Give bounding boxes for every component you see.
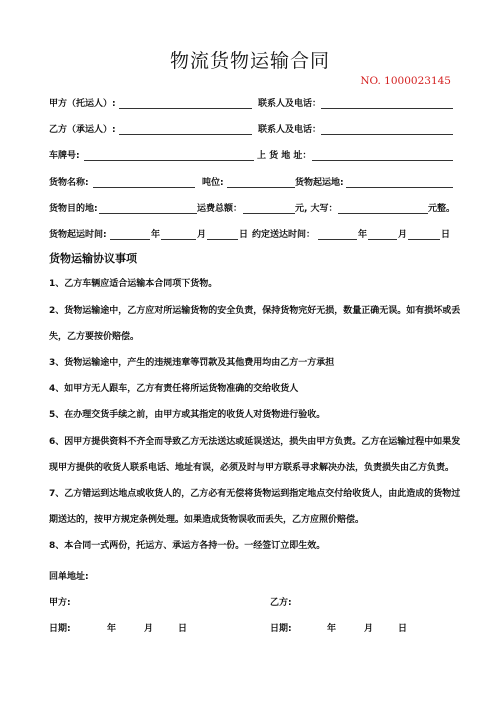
cargo-name-label: 货物名称: [49, 178, 89, 188]
plate-input-line[interactable] [84, 160, 254, 161]
contact-phone-label: 联系人及电话： [258, 99, 322, 109]
depart-day-input-line[interactable] [207, 239, 238, 240]
party-b-sign-label: 乙方: [270, 598, 292, 608]
party-b-row [49, 122, 453, 138]
tonnage-input-line[interactable] [227, 187, 295, 188]
party-b-date-label: 日期: [270, 624, 292, 634]
party-a-input-line[interactable] [119, 108, 252, 109]
time-row [49, 227, 453, 243]
destination-input-line[interactable] [99, 213, 197, 214]
clause-line: 7、乙方错运到达地点或收货人的，乙方必有无偿将货物运到指定地点交付给收货人，由此造成的货物过 [49, 489, 461, 499]
clause-line: 4、如甲方无人跟车，乙方有责任将所运货物准确的交给收货人 [49, 384, 299, 394]
depart-year-input-line[interactable] [110, 239, 150, 240]
party-b-date-year: 年 [327, 624, 337, 634]
section-title: 货物运输协议事项 [49, 252, 137, 265]
arrive-year-label: 年 [358, 230, 368, 240]
party-b-date-day: 日 [398, 624, 408, 634]
party-a-label: 甲方（托运人）: [49, 99, 116, 109]
tonnage-label: 吨位: [202, 178, 224, 188]
yuan-caps-label: 元, 大写： [295, 204, 338, 214]
arrive-month-label: 月 [398, 230, 408, 240]
depart-month-input-line[interactable] [161, 239, 196, 240]
cargo-row [49, 175, 453, 191]
party-a-row [49, 96, 453, 112]
address-input-line[interactable] [312, 160, 453, 161]
origin-input-line[interactable] [346, 187, 453, 188]
origin-label: 货物起运地: [295, 178, 344, 188]
arrive-day-label: 日 [441, 230, 451, 240]
contact-phone-label-2: 联系人及电话： [258, 125, 322, 135]
party-a-date-day: 日 [178, 624, 188, 634]
depart-day-label: 日 [239, 230, 249, 240]
total-fee-input-line[interactable] [243, 213, 295, 214]
party-a-contact-input-line[interactable] [321, 108, 453, 109]
party-a-date-year: 年 [107, 624, 117, 634]
clause-line: 2、货物运输途中，乙方应对所运输货物的安全负责，保持货物完好无损，数量正确无误。如有损坏或丢 [49, 306, 461, 316]
plate-label: 车牌号: [49, 151, 80, 161]
party-a-sign-label: 甲方: [49, 598, 71, 608]
clause-line: 1、乙方车辆应适合运输本合同项下货物。 [49, 279, 218, 289]
arrive-month-input-line[interactable] [368, 239, 397, 240]
document-number: NO. 1000023145 [360, 75, 451, 87]
depart-month-label: 月 [197, 230, 207, 240]
party-a-date-label: 日期: [49, 624, 71, 634]
arrive-year-input-line[interactable] [318, 239, 357, 240]
plate-row [49, 148, 453, 164]
clause-line: 失，乙方要按价赔偿。 [49, 332, 140, 342]
clause-line: 3、货物运输途中，产生的违规违章等罚款及其他费用均由乙方一方承担 [49, 358, 335, 368]
depart-time-label: 货物起运时间: [49, 230, 107, 240]
clause-line: 8、本合同一式两份，托运方、承运方各持一份。一经签订立即生效。 [49, 541, 326, 551]
cargo-name-input-line[interactable] [93, 187, 195, 188]
clause-line: 现甲方提供的收货人联系电话、地址有误，必须及时与甲方联系寻求解决办法，负责损失由乙方负责。 [49, 463, 455, 473]
yuan-full-label: 元整。 [428, 204, 456, 214]
total-fee-label: 运费总额： [197, 204, 243, 214]
arrive-day-input-line[interactable] [408, 239, 440, 240]
depart-year-label: 年 [151, 230, 161, 240]
address-label: 上 货 地 址： [257, 151, 312, 161]
party-b-label: 乙方（承运人）: [49, 125, 116, 135]
clause-line: 期送达的，按甲方规定条例处理。如果造成货物误收而丢失，乙方应照价赔偿。 [49, 515, 365, 525]
clause-line: 6、因甲方提供资料不齐全而导致乙方无法送达或延误送达，损失由甲方负责。乙方在运输过程中如果发 [49, 437, 461, 447]
arrive-time-label: 约定送达时间： [252, 230, 316, 240]
party-b-input-line[interactable] [119, 134, 252, 135]
party-a-date-month: 月 [144, 624, 154, 634]
return-address-label: 回单地址: [49, 572, 89, 582]
party-b-date-month: 月 [364, 624, 374, 634]
clause-line: 5、在办理交货手续之前，由甲方或其指定的收货人对货物进行验收。 [49, 410, 326, 420]
party-b-contact-input-line[interactable] [321, 134, 453, 135]
fee-caps-input-line[interactable] [338, 213, 428, 214]
destination-row [49, 201, 456, 217]
destination-label: 货物目的地: [49, 204, 98, 214]
page-title: 物流货物运输合同 [169, 50, 330, 72]
